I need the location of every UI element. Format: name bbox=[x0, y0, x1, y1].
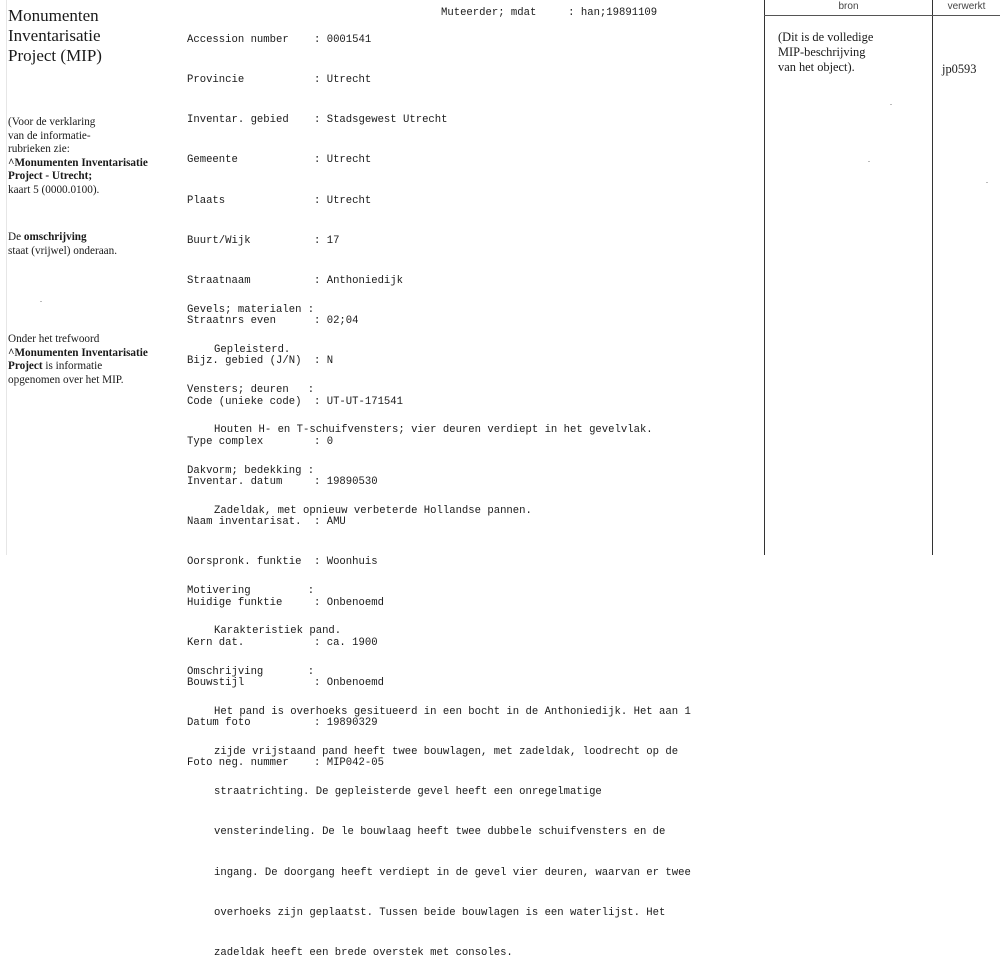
motivering-value: Karakteristiek pand. bbox=[214, 625, 342, 638]
bron-line: MIP-beschrijving bbox=[778, 45, 866, 59]
field-label: Oorspronk. funktie bbox=[187, 556, 302, 569]
field-label: Datum foto bbox=[187, 717, 251, 730]
note-line: opgenomen over het MIP. bbox=[8, 373, 124, 386]
field-label: Type complex bbox=[187, 435, 264, 448]
vensters-label: Vensters; deuren : bbox=[187, 384, 315, 397]
field-label: Naam inventarisat. bbox=[187, 516, 302, 529]
field-label: Inventar. gebied bbox=[187, 114, 289, 127]
field-label: Provincie bbox=[187, 74, 245, 87]
field-row bbox=[187, 34, 448, 47]
omschrijving-line: zadeldak heeft een brede overstek met consoles. bbox=[214, 947, 513, 960]
field-label: Huidige funktie bbox=[187, 596, 283, 609]
note-bold-text: Project bbox=[8, 360, 43, 372]
note-line bbox=[8, 360, 188, 374]
note-line: (Voor de verklaring bbox=[8, 116, 96, 128]
keyword-note bbox=[8, 333, 188, 387]
field-value: : ca. 1900 bbox=[314, 636, 378, 649]
verwerkt-value: jp0593 bbox=[942, 62, 977, 76]
field-value: : 17 bbox=[314, 234, 340, 247]
note-line bbox=[8, 231, 180, 245]
field-value: : Stadsgewest Utrecht bbox=[314, 114, 448, 127]
field-value: : 19890329 bbox=[314, 717, 378, 730]
field-label: Gemeente bbox=[187, 154, 238, 167]
muteerder-field: Muteerder; mdat : han;19891109 bbox=[441, 7, 658, 19]
note-text: is informatie bbox=[42, 360, 103, 372]
note-bold-line: Project - Utrecht; bbox=[8, 170, 93, 182]
field-label: Inventar. datum bbox=[187, 476, 283, 489]
omschrijving-label: Omschrijving : bbox=[187, 665, 315, 678]
omschrijving-line: straatrichting. De gepleisterde gevel heeft een onregelmatige bbox=[214, 786, 602, 799]
field-row bbox=[187, 114, 448, 127]
gevels-label: Gevels; materialen : bbox=[187, 303, 315, 316]
field-row bbox=[187, 195, 448, 208]
reference-note bbox=[8, 116, 180, 197]
description-note bbox=[8, 231, 180, 258]
note-line: van de informatie- bbox=[8, 129, 91, 142]
bron-line: van het object). bbox=[778, 60, 855, 74]
note-line: kaart 5 (0000.0100). bbox=[8, 183, 100, 196]
note-bold-line: ^Monumenten Inventarisatie bbox=[8, 346, 148, 359]
omschrijving-line: Het pand is overhoeks gesitueerd in een bocht in de Anthoniedijk. Het aan 1 bbox=[214, 705, 691, 718]
field-value: : Onbenoemd bbox=[314, 596, 384, 609]
field-value: : Woonhuis bbox=[314, 556, 378, 569]
field-label: Code (unieke code) bbox=[187, 395, 302, 408]
note-line: Onder het trefwoord bbox=[8, 333, 100, 345]
note-bold-text: omschrijving bbox=[23, 231, 87, 243]
bron-header: bron bbox=[838, 1, 859, 12]
field-value: : Utrecht bbox=[314, 154, 372, 167]
field-label: Plaats bbox=[187, 194, 226, 207]
field-label: Foto neg. nummer bbox=[187, 757, 289, 770]
column-divider bbox=[932, 0, 933, 555]
scan-speck bbox=[40, 301, 42, 302]
field-row bbox=[187, 235, 448, 248]
omschrijving-line: overhoeks zijn geplaatst. Tussen beide bouwlagen is een waterlijst. Het bbox=[214, 906, 666, 919]
field-label: Straatnrs even bbox=[187, 315, 277, 328]
description-block bbox=[187, 277, 691, 974]
omschrijving-line: vensterindeling. De le bouwlaag heeft twee dubbele schuifvensters en de bbox=[214, 826, 666, 839]
vensters-value: Houten H- en T-schuifvensters; vier deuren verdiept in het gevelvlak. bbox=[214, 424, 653, 437]
spacer bbox=[187, 545, 691, 558]
field-value: : 02;04 bbox=[314, 315, 359, 328]
dakvorm-value: Zadeldak, met opnieuw verbeterde Hollandse pannen. bbox=[214, 504, 532, 517]
note-bold-line: ^Monumenten Inventarisatie bbox=[8, 156, 148, 169]
field-label: Bouwstijl bbox=[187, 677, 245, 690]
field-value: : AMU bbox=[314, 516, 346, 529]
field-label: Accession number bbox=[187, 33, 289, 46]
dakvorm-label: Dakvorm; bedekking : bbox=[187, 464, 315, 477]
column-divider bbox=[764, 0, 765, 555]
title-line: Project (MIP) bbox=[8, 46, 102, 65]
scan-speck bbox=[986, 182, 988, 183]
field-value: : Onbenoemd bbox=[314, 677, 384, 690]
bron-line: (Dit is de volledige bbox=[778, 30, 874, 44]
note-line: staat (vrijwel) onderaan. bbox=[8, 244, 118, 257]
field-value: : Utrecht bbox=[314, 194, 372, 207]
field-value: : Anthoniedijk bbox=[314, 275, 404, 288]
note-text: De bbox=[8, 231, 24, 243]
field-value: : MIP042-05 bbox=[314, 757, 384, 770]
left-margin-rule bbox=[6, 0, 7, 555]
omschrijving-line: zijde vrijstaand pand heeft twee bouwlagen, met zadeldak, loodrecht op de bbox=[214, 746, 679, 759]
field-value: : 0 bbox=[314, 435, 334, 448]
scan-speck bbox=[890, 104, 892, 105]
field-value: : 0001541 bbox=[314, 33, 372, 46]
title-line: Monumenten bbox=[8, 6, 99, 25]
field-label: Kern dat. bbox=[187, 636, 245, 649]
field-row bbox=[187, 74, 448, 87]
header-rule bbox=[764, 15, 1000, 16]
gevels-value: Gepleisterd. bbox=[214, 344, 291, 357]
field-label: Bijz. gebied (J/N) bbox=[187, 355, 302, 368]
motivering-label: Motivering : bbox=[187, 585, 315, 598]
scan-speck bbox=[868, 161, 870, 162]
bron-text bbox=[778, 30, 928, 75]
sidebar-title bbox=[8, 6, 178, 66]
verwerkt-header: verwerkt bbox=[947, 1, 986, 12]
field-value: : UT-UT-171541 bbox=[314, 395, 404, 408]
omschrijving-line: ingang. De doorgang heeft verdiept in de gevel vier deuren, waarvan er twee bbox=[214, 866, 691, 879]
field-label: Buurt/Wijk bbox=[187, 234, 251, 247]
field-row bbox=[187, 154, 448, 167]
field-label: Straatnaam bbox=[187, 275, 251, 288]
note-line: rubrieken zie: bbox=[8, 143, 70, 155]
field-value: : Utrecht bbox=[314, 74, 372, 87]
title-line: Inventarisatie bbox=[8, 26, 101, 45]
field-value: : 19890530 bbox=[314, 476, 378, 489]
field-value: : N bbox=[314, 355, 334, 368]
